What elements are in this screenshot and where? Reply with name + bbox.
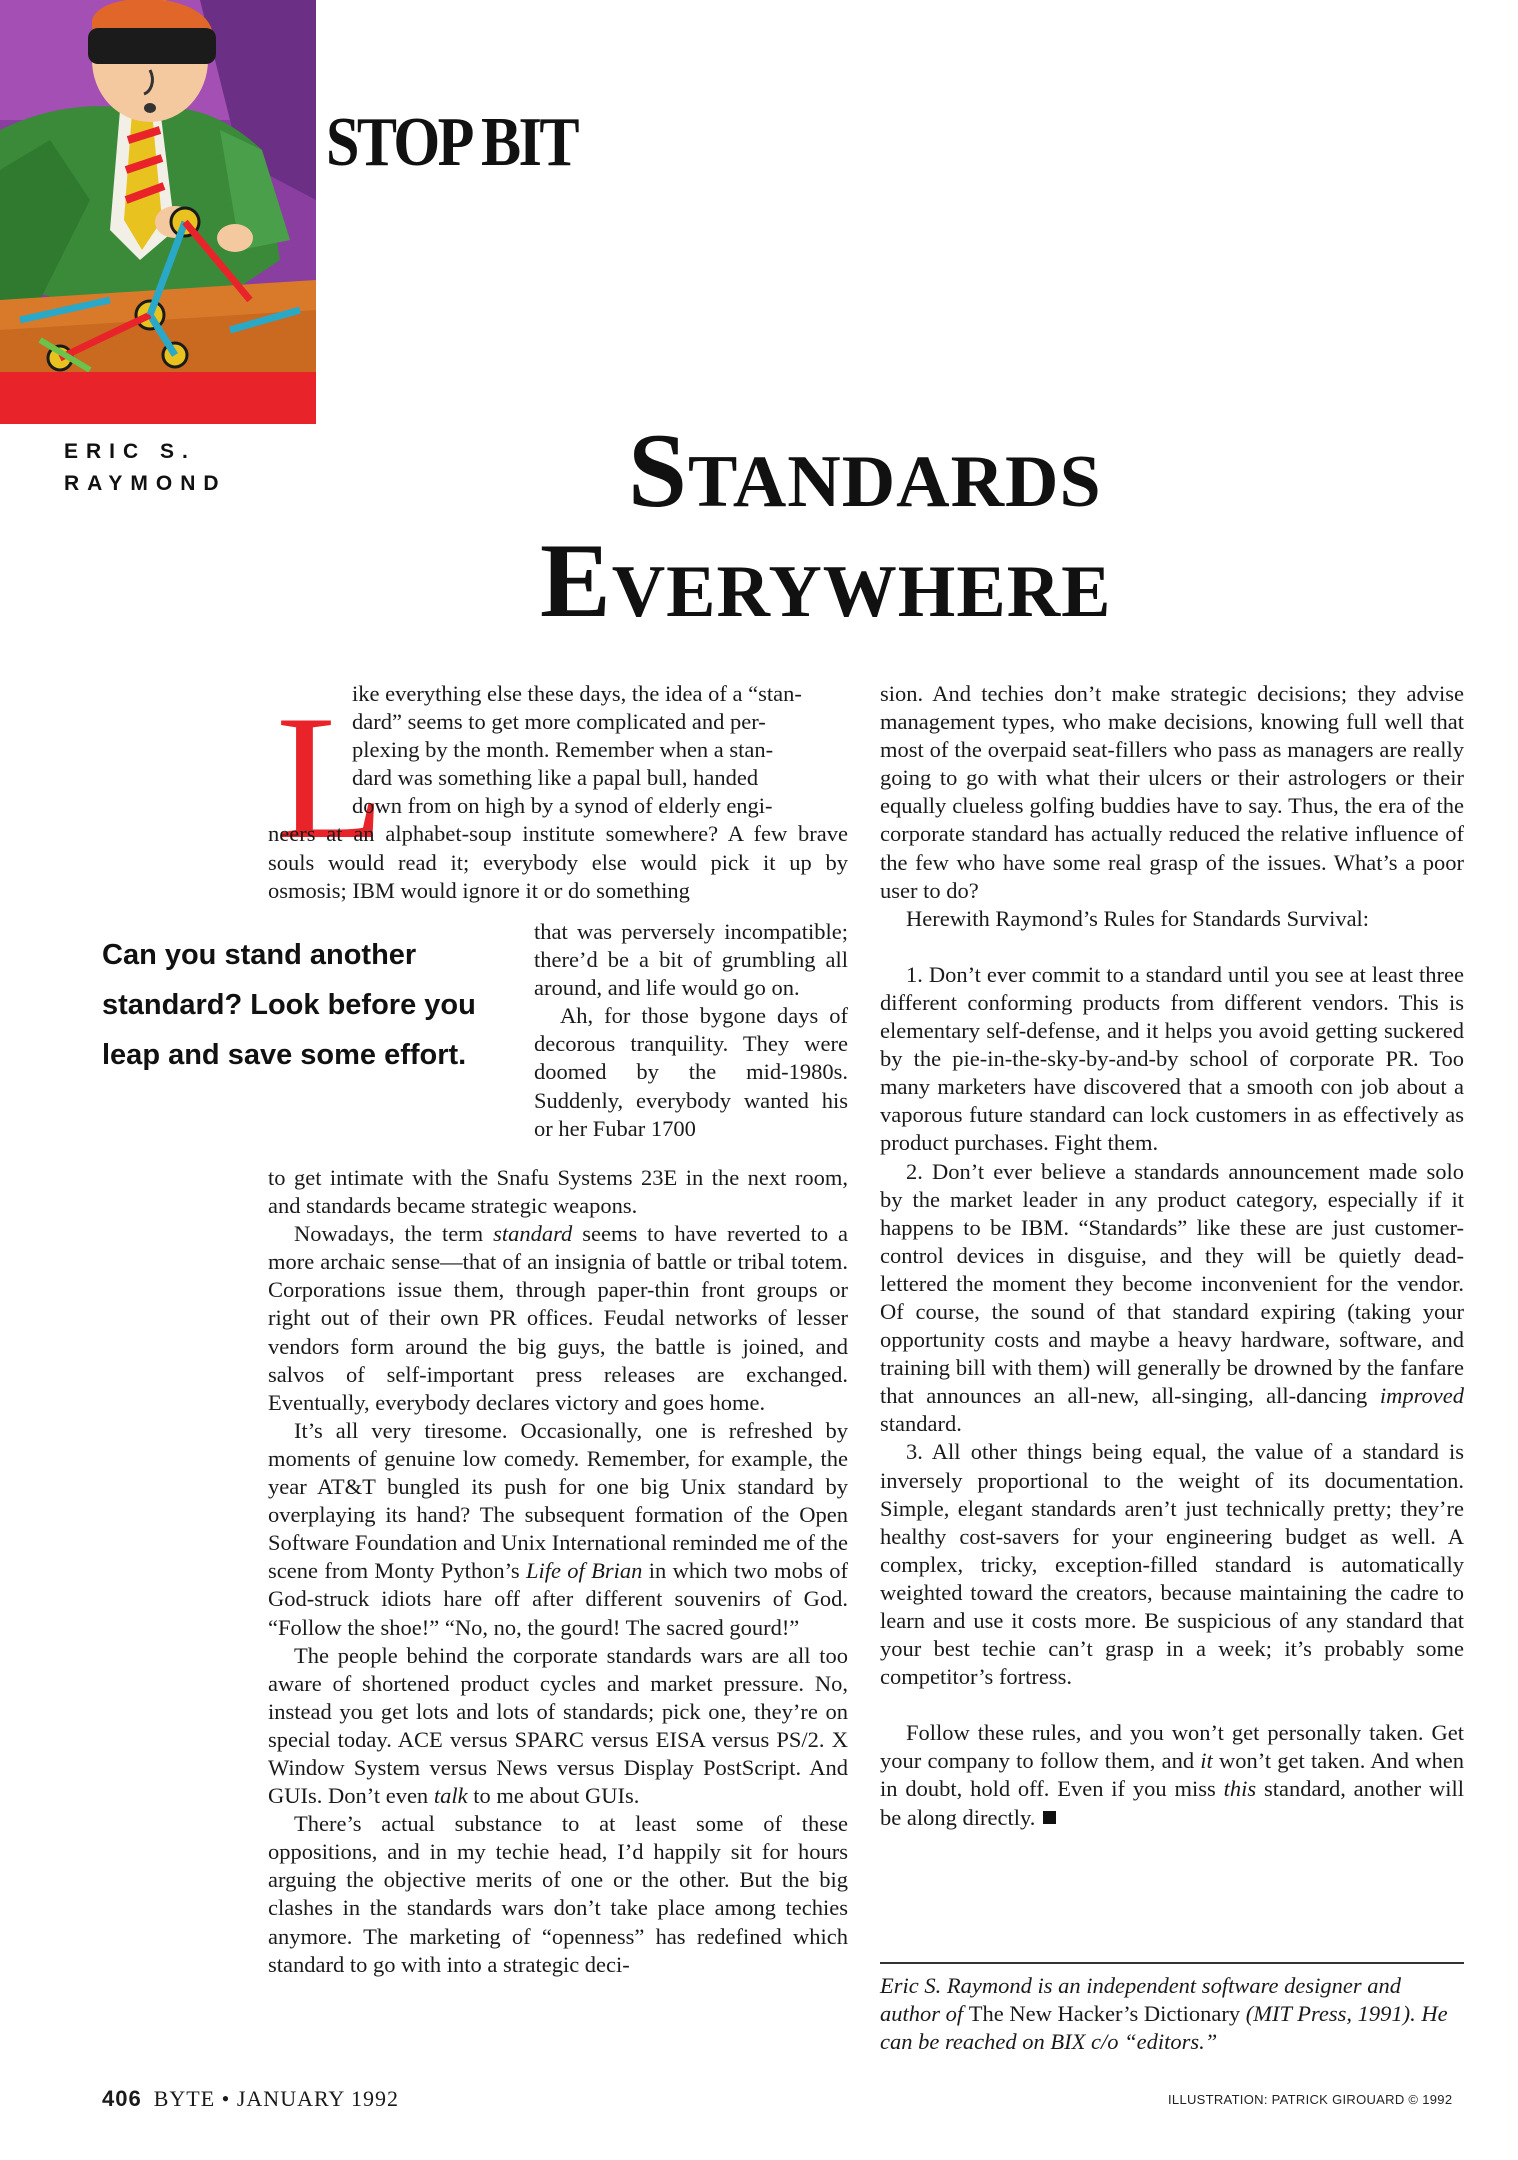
text-line: plexing by the month. Remember when a stan- [352, 737, 774, 763]
text-line: dard was something like a papal bull, handed [352, 765, 759, 791]
rule-2 [880, 1158, 1464, 1439]
paragraph-7: sion. And techies don’t make strategic decisions; they advise management types, who make decisions, knowing full well that most of the overpaid seat-fillers who pass as managers are really going to go with what their ulcers or their astrologers or their equally clueless golfing buddies have to say. Thus, the era of the corporate standard has actually reduced the relative influence of the few who have some real grasp of the issues. What’s a poor user to do? [880, 681, 1464, 903]
text-line: down from on high by a synod of elderly engi- [352, 793, 773, 819]
rule-3: 3. All other things being equal, the value of a standard is inversely proportional to the weight of its documentation. Simple, elegant standards aren’t just technically pretty; they’re healthy cost-savers for your engineering budget as well. A complex, tricky, exception-filled standard is automatically weighted toward the creators, because maintaining the cadre to learn and use it costs more. Be suspicious of any standard that your best techie can’t grasp in a week; it’s probably some competitor’s fortress. [880, 1439, 1464, 1690]
text-run: standard. [880, 1411, 962, 1437]
headline-line-1: Standards [628, 412, 1102, 529]
magazine-issue: BYTE • JANUARY 1992 [153, 2086, 400, 2111]
page-footer [102, 2086, 399, 2112]
emphasis: talk [433, 1783, 468, 1809]
closing-paragraph [880, 1719, 1464, 1831]
spacer [880, 1691, 1464, 1719]
bio-divider [880, 1962, 1464, 1964]
paragraph-2-end: to get intimate with the Snafu Systems 23E in the next room, and standards became strategic weapons. [268, 1165, 848, 1219]
text-run: Nowadays, the term [294, 1221, 494, 1247]
paragraph-1-lines [268, 680, 848, 820]
emphasis: standard [493, 1221, 573, 1247]
text-run: won’t get taken. And when in doubt, hold off. Even if you miss [880, 1748, 1464, 1802]
text-line: dard” seems to get more complicated and per- [352, 709, 766, 735]
paragraph-2-start: Ah, for those bygone days of decorous tranquility. They were doomed by the mid-1980s. Suddenly, everybody wanted his or her Fubar 1700 [534, 1003, 848, 1141]
text-line: ike everything else these days, the idea of a “stan- [352, 681, 802, 706]
spacer [880, 933, 1464, 961]
paragraph-1-rest: neers at an alphabet-soup institute somewhere? A few brave souls would read it; everybody else would pick it up by osmosis; IBM would ignore it or do something [268, 821, 848, 903]
text-run: The people behind the corporate standards wars are all too aware of shortened product cycles and market pressure. No, instead you get lots and lots of standards; pick one, they’re on special today. ACE versus SPARC versus EISA versus PS/2. X Window System versus News versus Display PostScript. And GUIs. Don’t even [268, 1642, 848, 1809]
text-run: standard, another will be along directly. [880, 1776, 1464, 1830]
section-label: STOP BIT [326, 104, 577, 181]
paragraph-6: There’s actual substance to at least some of these oppositions, and in my techie head, I’d happily sit for hours arguing the objective merits of one or the other. But the big clashes in the standards wars don’t take place among techies anymore. The marketing of “openness” has redefined which standard to go with into a strategic deci- [268, 1811, 848, 1977]
paragraph-1-end: that was perversely incompatible; there’d be a bit of grumbling all around, and life would go on. [534, 919, 848, 1001]
emphasis: it [1200, 1748, 1213, 1774]
text-run: Follow these rules, and you won’t get personally taken. Get your company to follow them, and [880, 1720, 1464, 1774]
rules-intro: Herewith Raymond’s Rules for Standards Survival: [906, 905, 1370, 931]
article-column-1-narrow [534, 918, 848, 1143]
illustration-credit: ILLUSTRATION: PATRICK GIROUARD © 1992 [1168, 2092, 1453, 2107]
text-run: Eric S. Raymond is an independent software designer and author of [880, 1973, 1401, 2027]
emphasis: Life of Brian [525, 1558, 643, 1584]
text-run: (MIT Press, 1991). He can be reached on BIX c/o “editors.” [880, 2001, 1448, 2055]
emphasis: this [1223, 1776, 1257, 1802]
page-number: 406 [102, 2086, 142, 2111]
rule-1: 1. Don’t ever commit to a standard until you see at least three different conforming products from different vendors. This is elementary self-defense, and it helps you avoid getting suckered by the pie-in-the-sky-by-and-by school of corporate PR. Too many marketers have discovered that a smooth con job about a vaporous future standard can lock customers in as effectively as product purchases. Fight them. [880, 961, 1464, 1156]
end-mark-icon [1043, 1811, 1056, 1824]
article-column-1-bottom [268, 1164, 848, 1979]
emphasis: improved [1379, 1383, 1464, 1409]
pull-quote: Can you stand another standard? Look before you leap and save some effort. [102, 939, 476, 1071]
text-run: in which two mobs of God-struck idiots hare off after different souvenirs of God. “Follow the shoe!” “No, no, the gourd! The sacred gourd!” [268, 1558, 848, 1640]
paragraph-5 [268, 1642, 848, 1811]
author-byline: ERIC S. RAYMOND [64, 440, 227, 495]
text-run: It’s all very tiresome. Occasionally, one is refreshed by moments of genuine low comedy. Remember, for example, the year AT&T bungled its push for one big Unix standard by overplaying its hand? The subsequent formation of the Open Software Foundation and Unix International reminded me of the scene from Monty Python’s [268, 1417, 848, 1584]
book-title: The New Hacker’s Dictionary [968, 2001, 1241, 2027]
article-column-1-top [268, 680, 848, 905]
headline-line-2: Everywhere [540, 522, 1112, 639]
paragraph-4 [268, 1417, 848, 1642]
author-bio [880, 1972, 1464, 2056]
text-run: seems to have reverted to a more archaic sense—that of an insignia of battle or tribal totem. Corporations issue them, through paper-thin front groups or right out of their own PR offices. Feudal networks of lesser vendors form around the big guys, the battle is joined, and salvos of self-important press releases are exchanged. Eventually, everybody declares victory and goes home. [268, 1221, 848, 1415]
paragraph-3 [268, 1220, 848, 1417]
text-run: to me about GUIs. [467, 1783, 640, 1809]
text-run: 2. Don’t ever believe a standards announcement made solo by the market leader in any product category, especially if it happens to be IBM. “Standards” like these are just customer-control devices in disguise, and they will be quietly dead-lettered the moment they become inconvenient for the vendor. Of course, the sound of that standard expiring (taking your opportunity costs and maybe a heavy hardware, software, and training bill with them) will generally be drowned by the fanfare that announces an all-new, all-singing, all-dancing [880, 1158, 1464, 1409]
illustration [0, 0, 316, 424]
article-column-2 [880, 680, 1464, 1832]
drop-cap: L [276, 678, 385, 876]
